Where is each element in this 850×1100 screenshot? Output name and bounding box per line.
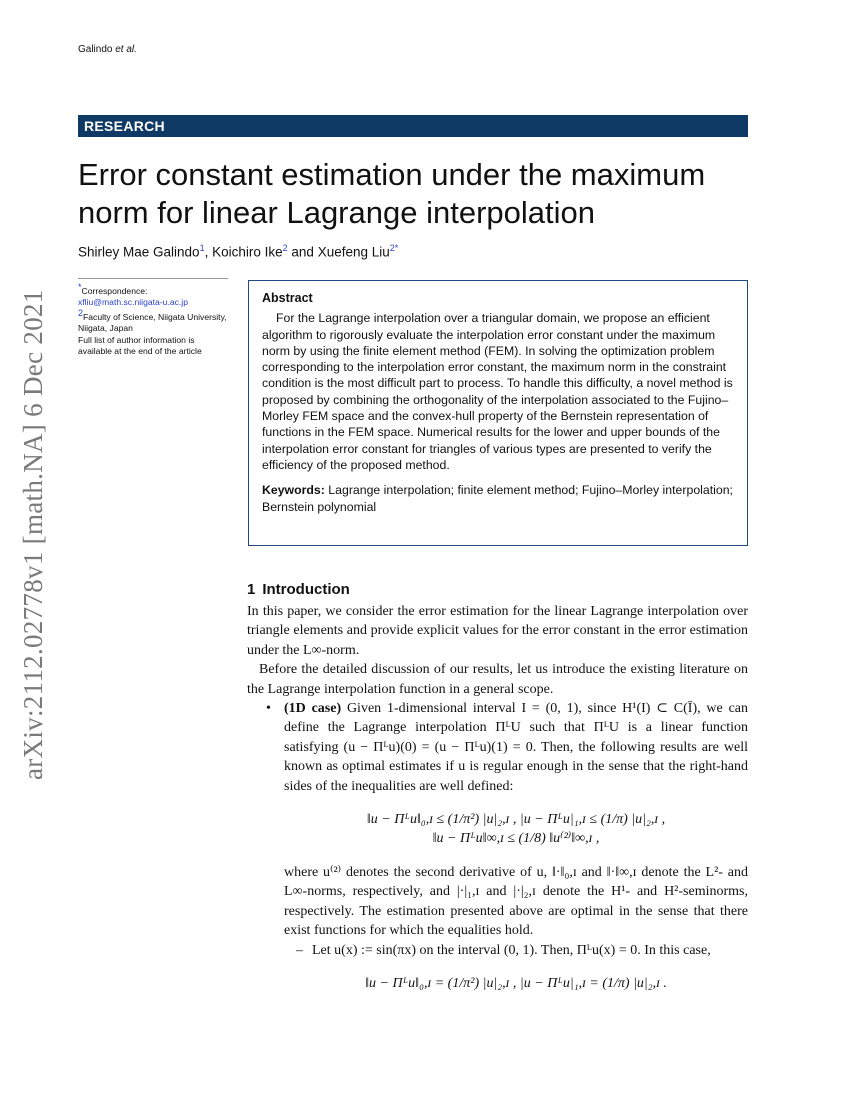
author-name: Xuefeng Liu: [317, 244, 390, 260]
running-head-authors: Galindo: [78, 44, 113, 55]
list-item: [266, 699, 748, 940]
running-head-etal: et al.: [115, 44, 137, 55]
author-affiliation-link[interactable]: 2: [282, 243, 288, 253]
section-title: Introduction: [262, 581, 350, 598]
equation: ‖u − Πᴸu‖₀,ɪ = (1/π²) |u|₂,ɪ , |u − Πᴸu|₁,ɪ = (1/π) |u|₂,ɪ .: [365, 975, 667, 991]
author-separator: ,: [204, 244, 213, 260]
paragraph: In this paper, we consider the error estimation for the linear Lagrange interpolation over triangle elements and provide explicit values for the error constant in the error estimation under the L∞-norm.: [247, 604, 748, 658]
correspondence-divider: [78, 278, 228, 279]
correspondence-label: [78, 282, 228, 297]
affiliation-sup: 2: [78, 308, 84, 319]
author-name: Koichiro Ike: [212, 244, 283, 260]
abstract-box: [248, 280, 748, 546]
dash-icon: –: [296, 942, 303, 958]
correspondence-block: [78, 278, 228, 357]
running-head: [78, 44, 137, 55]
paragraph: Before the detailed discussion of our results, let us introduce the existing literature on the Lagrange interpolation function in a general scope.: [247, 662, 748, 697]
section-label: RESEARCH: [78, 115, 748, 137]
author-name: Shirley Mae Galindo: [78, 244, 200, 260]
author-affiliation-link[interactable]: 2*: [389, 243, 399, 253]
abstract-text: For the Lagrange interpolation over a triangular domain, we propose an efficient algorithm to rigorously evaluate the interpolation error constant under the maximum norm by using the finite element method (FEM). In solving the optimization problem corresponding to the interpolation error constant, the maximum norm in the constraint condition is the most difficult part to process. To handle this difficulty, a novel method is proposed by combining the orthogonality of the interpolation associated to the Fujino–Morley FEM space and the convex-hull property of the Bernstein representation of functions in the FEM space. Numerical results for the lower and upper bounds of the interpolation error constant for triangles of various types are presented to verify the efficiency of the proposed method.: [262, 311, 733, 472]
list-item-label: (1D case): [284, 701, 342, 717]
section-heading: [247, 581, 350, 598]
affiliation-text: Faculty of Science, Niigata University, Niigata, Japan: [78, 312, 227, 334]
section-number: 1: [247, 581, 256, 598]
arxiv-stamp: arXiv:2112.02778v1 [math.NA] 6 Dec 2021: [18, 289, 48, 780]
equation: ‖u − Πᴸu‖∞,ɪ ≤ (1/8) ‖u⁽²⁾‖∞,ɪ ,: [432, 831, 600, 847]
bullet-icon: •: [266, 701, 271, 717]
sub-list-item-text: Let u(x) := sin(πx) on the interval (0, 1). Then, Πᴸu(x) = 0. In this case,: [312, 942, 711, 958]
sub-list-item: [296, 941, 748, 960]
correspondence-label-text: Correspondence:: [81, 285, 148, 296]
author-info-note: Full list of author information is available at the end of the article: [78, 334, 202, 356]
keywords-text: Lagrange interpolation; finite element method; Fujino–Morley interpolation; Bernstein polynomial: [262, 483, 733, 514]
body-text: [247, 602, 748, 993]
affiliation: [78, 308, 228, 334]
abstract-heading: Abstract: [262, 291, 313, 305]
author-separator: and: [287, 244, 318, 260]
author-list: [78, 243, 398, 260]
list-item-text: Given 1-dimensional interval I = (0, 1), since H¹(I) ⊂ C(Ī), we can define the Lagrange interpolation ΠᴸU such that ΠᴸU is a linear function satisfying (u − Πᴸu)(0) = (u − Πᴸu)(1) = 0. Then, the following results are well known as optimal estimates if u is regular enough in the sense that the right-hand sides of the inequalities are well defined:: [284, 701, 748, 794]
correspondence-email-link[interactable]: xfliu@math.sc.niigata-u.ac.jp: [78, 297, 188, 308]
paragraph: where u⁽²⁾ denotes the second derivative of u, ‖·‖₀,ɪ and ‖·‖∞,ɪ denote the L²- and L∞-norms, respectively, and |·|₁,ɪ and |·|₂,ɪ denote the H¹- and H²-seminorms, respectively. The estimation presented above are optimal in the sense that there exist functions for which the equalities hold.: [284, 864, 748, 939]
keywords-label: Keywords:: [262, 483, 325, 498]
keywords: [262, 482, 734, 515]
correspondence-star: *: [78, 282, 82, 292]
equation: ‖u − Πᴸu‖₀,ɪ ≤ (1/π²) |u|₂,ɪ , |u − Πᴸu|₁,ɪ ≤ (1/π) |u|₂,ɪ ,: [366, 812, 666, 828]
author-affiliation-link[interactable]: 1: [199, 243, 205, 253]
paper-title: Error constant estimation under the maximum norm for linear Lagrange interpolation: [78, 157, 706, 230]
